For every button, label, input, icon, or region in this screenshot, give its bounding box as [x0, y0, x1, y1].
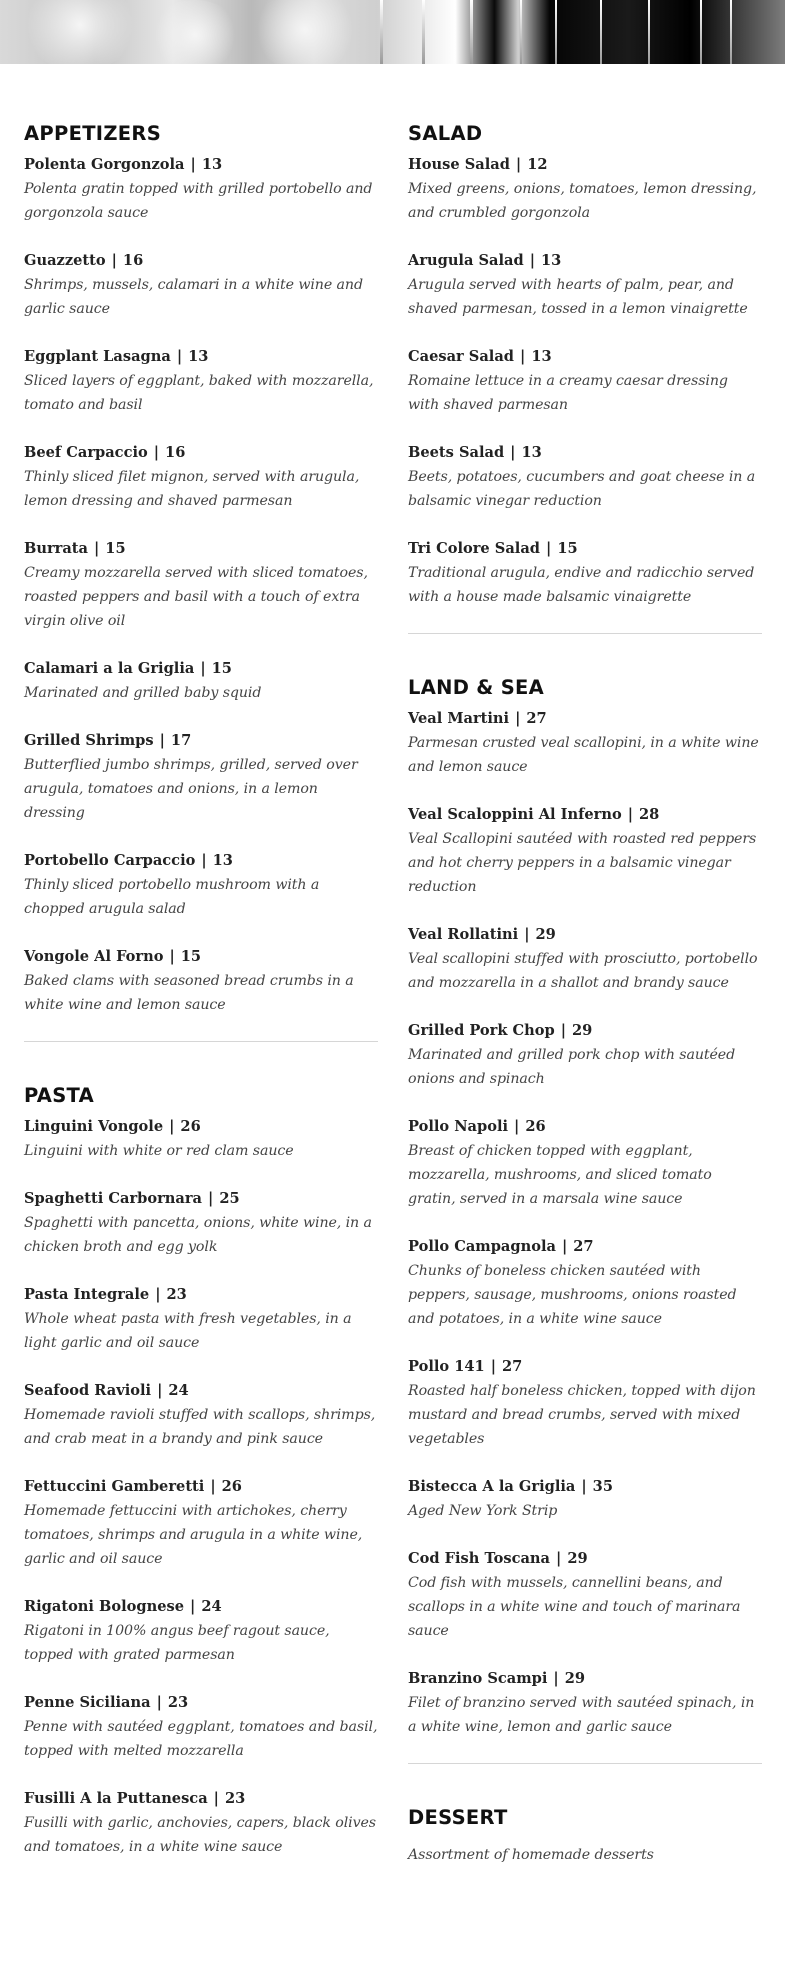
section-title: LAND & SEA: [408, 676, 545, 699]
price-separator: |: [556, 1550, 562, 1567]
menu-item: [408, 1475, 762, 1523]
price-separator: |: [190, 156, 196, 173]
price-separator: |: [210, 1478, 216, 1495]
menu-item-price: 15: [211, 660, 232, 677]
dessert-description: Assortment of homemade desserts: [408, 1847, 654, 1863]
price-separator: |: [561, 1238, 568, 1255]
menu-item-header: [408, 1235, 762, 1259]
price-separator: |: [627, 806, 633, 823]
menu-item: [24, 345, 378, 417]
section-title: PASTA: [24, 1084, 95, 1107]
menu-item-header: [408, 153, 762, 177]
menu-item: [24, 729, 378, 825]
menu-item-description: Cod fish with mussels, cannellini beans, and scallops in a white wine and touch of marinara sauce: [408, 1575, 741, 1639]
menu-item-description: Marinated and grilled pork chop with sautéed onions and spinach: [408, 1047, 736, 1087]
menu-item-header: [408, 1667, 762, 1691]
menu-item-description: Veal Scallopini sautéed with roasted red peppers and hot cherry peppers in a balsamic vinegar reduction: [408, 831, 757, 895]
menu-item: [24, 657, 378, 705]
menu-item-header: [24, 153, 378, 177]
menu-item: [408, 1019, 762, 1091]
price-separator: |: [490, 1358, 496, 1375]
menu-item-price: 17: [170, 732, 192, 749]
menu-item-price: 13: [541, 252, 562, 269]
menu-item: [24, 1187, 378, 1259]
menu-item: [24, 1115, 378, 1163]
price-separator: |: [560, 1022, 567, 1039]
menu-item-name: Fusilli A la Puttanesca: [24, 1790, 208, 1807]
section-title: SALAD: [408, 122, 483, 145]
menu-item-header: [24, 441, 378, 465]
menu-item-header: [24, 945, 378, 969]
menu-item-description: Sliced layers of eggplant, baked with mozzarella, tomato and basil: [24, 373, 374, 413]
price-separator: |: [515, 710, 521, 727]
price-separator: |: [153, 444, 160, 461]
menu-item: [408, 1667, 762, 1739]
menu-item-name: Penne Siciliana: [24, 1694, 151, 1711]
menu-item-name: Burrata: [24, 540, 88, 557]
menu-item-price: 26: [180, 1118, 201, 1135]
menu-item-description: Mixed greens, onions, tomatoes, lemon dressing, and crumbled gorgonzola: [408, 181, 757, 221]
menu-item-header: [24, 1595, 378, 1619]
menu-item-header: [408, 537, 762, 561]
menu-item-description: Filet of branzino served with sautéed spinach, in a white wine, lemon and garlic sauce: [408, 1695, 755, 1735]
menu-item-price: 23: [166, 1286, 187, 1303]
menu-item-name: Vongole Al Forno: [24, 948, 164, 965]
menu-item-header: [408, 1019, 762, 1043]
menu-item-description: Homemade fettuccini with artichokes, cherry tomatoes, shrimps and arugula in a white wine, garlic and oil sauce: [24, 1503, 363, 1567]
menu-item-price: 27: [502, 1358, 523, 1375]
menu-item-price: 26: [525, 1118, 546, 1135]
right-column: [408, 122, 762, 1867]
price-separator: |: [524, 926, 530, 943]
menu-item-header: [24, 729, 378, 753]
menu-item: [408, 1547, 762, 1643]
menu-item: [408, 537, 762, 609]
menu-item-header: [408, 1475, 762, 1499]
menu-item-name: Linguini Vongole: [24, 1118, 164, 1135]
menu-item-price: 23: [167, 1694, 189, 1711]
menu-item-name: Veal Scaloppini Al Inferno: [408, 806, 622, 823]
price-separator: |: [93, 540, 100, 557]
menu-item-name: Seafood Ravioli: [24, 1382, 152, 1399]
menu-item-description: Veal scallopini stuffed with prosciutto, portobello and mozzarella in a shallot and brandy sauce: [408, 951, 758, 991]
menu-item-description: Baked clams with seasoned bread crumbs in a white wine and lemon sauce: [24, 973, 354, 1013]
menu-item: [24, 1475, 378, 1571]
menu-item: [408, 345, 762, 417]
menu-item-price: 15: [105, 540, 126, 557]
menu-item-header: [24, 1379, 378, 1403]
price-separator: |: [208, 1190, 214, 1207]
menu-item: [408, 249, 762, 321]
price-separator: |: [553, 1670, 559, 1687]
menu-item: [24, 537, 378, 633]
menu-item-header: [408, 803, 762, 827]
menu-item-price: 15: [557, 540, 578, 557]
menu-item: [24, 1787, 378, 1859]
menu-item-price: 16: [165, 444, 186, 461]
menu-item-header: [24, 1283, 378, 1307]
menu-item-description: Aged New York Strip: [408, 1503, 558, 1519]
price-separator: |: [201, 852, 207, 869]
menu-item-description: Romaine lettuce in a creamy caesar dressing with shaved parmesan: [408, 373, 728, 413]
menu-item-header: [408, 1355, 762, 1379]
menu-item-price: 13: [212, 852, 233, 869]
menu-item: [24, 1379, 378, 1451]
land-sea-section: [408, 676, 762, 1739]
menu-item: [24, 1595, 378, 1667]
price-separator: |: [514, 1118, 520, 1135]
menu-item-description: Polenta gratin topped with grilled portobello and gorgonzola sauce: [24, 181, 373, 221]
menu-item-header: [24, 537, 378, 561]
menu-item-description: Beets, potatoes, cucumbers and goat cheese in a balsamic vinegar reduction: [408, 469, 756, 509]
menu-item: [408, 803, 762, 899]
menu-item: [24, 441, 378, 513]
hero-banner-image: [0, 0, 785, 64]
menu-item-header: [408, 1547, 762, 1571]
menu-item: [408, 1235, 762, 1331]
menu-item-name: Beets Salad: [408, 444, 505, 461]
menu-item-price: 35: [592, 1478, 613, 1495]
menu-item-price: 24: [201, 1598, 222, 1615]
menu-item-header: [24, 1187, 378, 1211]
menu-item-description: Parmesan crusted veal scallopini, in a white wine and lemon sauce: [408, 735, 759, 775]
menu-item-header: [408, 249, 762, 273]
menu-item-description: Arugula served with hearts of palm, pear, and shaved parmesan, tossed in a lemon vinaigrette: [408, 277, 748, 317]
menu-item-price: 16: [122, 252, 144, 269]
menu-item-price: 29: [564, 1670, 586, 1687]
menu-item-name: Calamari a la Griglia: [24, 660, 195, 677]
menu-item-description: Homemade ravioli stuffed with scallops, shrimps, and crab meat in a brandy and pink sauce: [24, 1407, 376, 1447]
menu-item-header: [24, 1787, 378, 1811]
menu-item-header: [408, 707, 762, 731]
menu-item-name: Rigatoni Bolognese: [24, 1598, 184, 1615]
price-separator: |: [581, 1478, 587, 1495]
section-divider: [408, 1763, 762, 1764]
price-separator: |: [176, 348, 183, 365]
menu-item-header: [24, 657, 378, 681]
menu-item-header: [24, 1115, 378, 1139]
menu-item-description: Spaghetti with pancetta, onions, white wine, in a chicken broth and egg yolk: [24, 1215, 372, 1255]
section-divider: [24, 1041, 378, 1042]
price-separator: |: [213, 1790, 219, 1807]
price-separator: |: [156, 1694, 162, 1711]
menu-item-name: Pollo Campagnola: [408, 1238, 556, 1255]
price-separator: |: [111, 252, 117, 269]
menu-item-description: Penne with sautéed eggplant, tomatoes and basil, topped with melted mozzarella: [24, 1719, 378, 1759]
menu-item-name: Cod Fish Toscana: [408, 1550, 550, 1567]
menu-item-name: Fettuccini Gamberetti: [24, 1478, 205, 1495]
menu-item-name: Veal Martini: [408, 710, 510, 727]
menu-item-header: [24, 345, 378, 369]
menu-item-header: [408, 1115, 762, 1139]
menu-item-price: 29: [567, 1550, 588, 1567]
menu-item-name: Beef Carpaccio: [24, 444, 148, 461]
menu-item: [24, 849, 378, 921]
menu-item-description: Shrimps, mussels, calamari in a white wine and garlic sauce: [24, 277, 363, 317]
menu-item-header: [24, 849, 378, 873]
menu-item-name: Polenta Gorgonzola: [24, 156, 185, 173]
menu-item-price: 13: [531, 348, 552, 365]
menu-item-description: Butterflied jumbo shrimps, grilled, served over arugula, tomatoes and onions, in a lemon dressing: [24, 757, 358, 821]
section-divider: [408, 633, 762, 634]
menu-item-header: [408, 441, 762, 465]
menu-item-description: Traditional arugula, endive and radicchio served with a house made balsamic vinaigrette: [408, 565, 755, 605]
price-separator: |: [529, 252, 536, 269]
menu-item-description: Fusilli with garlic, anchovies, capers, black olives and tomatoes, in a white wine sauce: [24, 1815, 376, 1855]
price-separator: |: [159, 732, 165, 749]
price-separator: |: [157, 1382, 163, 1399]
price-separator: |: [200, 660, 206, 677]
menu-item-header: [24, 1691, 378, 1715]
menu-item-price: 23: [224, 1790, 246, 1807]
menu-item-name: Spaghetti Carbornara: [24, 1190, 203, 1207]
menu-item-name: Arugula Salad: [408, 252, 524, 269]
menu-item-price: 15: [180, 948, 202, 965]
price-separator: |: [520, 348, 526, 365]
menu-item: [408, 441, 762, 513]
menu-item-name: Tri Colore Salad: [408, 540, 540, 557]
menu-item-description: Roasted half boneless chicken, topped with dijon mustard and bread crumbs, served with mixed vegetables: [408, 1383, 756, 1447]
menu-item-price: 13: [201, 156, 223, 173]
menu-item-price: 29: [572, 1022, 593, 1039]
menu-item: [24, 153, 378, 225]
menu-item: [408, 153, 762, 225]
menu-item-description: Creamy mozzarella served with sliced tomatoes, roasted peppers and basil with a touch of extra virgin olive oil: [24, 565, 368, 629]
menu-item-description: Whole wheat pasta with fresh vegetables, in a light garlic and oil sauce: [24, 1311, 352, 1351]
menu-item-name: House Salad: [408, 156, 510, 173]
menu-item-name: Branzino Scampi: [408, 1670, 548, 1687]
salad-section: [408, 122, 762, 609]
price-separator: |: [515, 156, 522, 173]
menu-item-name: Portobello Carpaccio: [24, 852, 196, 869]
price-separator: |: [546, 540, 552, 557]
menu-item: [24, 945, 378, 1017]
menu-item-name: Eggplant Lasagna: [24, 348, 171, 365]
menu-item-name: Guazzetto: [24, 252, 106, 269]
menu-item-name: Pollo Napoli: [408, 1118, 509, 1135]
menu-item: [408, 1115, 762, 1211]
menu-item: [24, 1691, 378, 1763]
price-separator: |: [190, 1598, 196, 1615]
menu-item: [24, 1283, 378, 1355]
menu-item: [408, 707, 762, 779]
menu-item-price: 25: [219, 1190, 240, 1207]
menu-item-description: Chunks of boneless chicken sautéed with peppers, sausage, mushrooms, onions roasted and potatoes, in a white wine sauce: [408, 1263, 737, 1327]
menu-item-header: [24, 1475, 378, 1499]
menu-item-price: 29: [535, 926, 556, 943]
menu-item-price: 24: [168, 1382, 189, 1399]
menu-item-description: Thinly sliced portobello mushroom with a chopped arugula salad: [24, 877, 320, 917]
menu-item: [24, 249, 378, 321]
menu-item-price: 26: [221, 1478, 242, 1495]
menu-item-description: Marinated and grilled baby squid: [24, 685, 262, 701]
menu-item-name: Caesar Salad: [408, 348, 514, 365]
menu-item-name: Pasta Integrale: [24, 1286, 150, 1303]
menu-item-name: Bistecca A la Griglia: [408, 1478, 576, 1495]
menu-item-header: [408, 345, 762, 369]
menu-item-name: Grilled Shrimps: [24, 732, 154, 749]
menu-item-price: 28: [639, 806, 660, 823]
pasta-section: [24, 1084, 378, 1859]
menu-item-price: 13: [188, 348, 209, 365]
price-separator: |: [169, 948, 175, 965]
menu-item: [408, 923, 762, 995]
menu-item-price: 27: [526, 710, 547, 727]
section-title: DESSERT: [408, 1806, 508, 1829]
menu-item-description: Rigatoni in 100% angus beef ragout sauce, topped with grated parmesan: [24, 1623, 330, 1663]
menu-item-price: 12: [527, 156, 548, 173]
menu-item-header: [24, 249, 378, 273]
menu-item-description: Linguini with white or red clam sauce: [24, 1143, 294, 1159]
price-separator: |: [169, 1118, 175, 1135]
menu-item-description: Thinly sliced filet mignon, served with arugula, lemon dressing and shaved parmesan: [24, 469, 360, 509]
price-separator: |: [155, 1286, 161, 1303]
menu-item-price: 13: [521, 444, 542, 461]
menu-item-header: [408, 923, 762, 947]
menu-item-description: Breast of chicken topped with eggplant, mozzarella, mushrooms, and sliced tomato gratin, served in a marsala wine sauce: [408, 1143, 712, 1207]
menu-item-price: 27: [573, 1238, 594, 1255]
menu-item-name: Pollo 141: [408, 1358, 485, 1375]
menu-item-name: Veal Rollatini: [408, 926, 519, 943]
dessert-section: [408, 1806, 762, 1867]
menu-item-name: Grilled Pork Chop: [408, 1022, 555, 1039]
price-separator: |: [510, 444, 516, 461]
menu-item: [408, 1355, 762, 1451]
left-column: [24, 122, 378, 1883]
appetizers-section: [24, 122, 378, 1017]
section-title: APPETIZERS: [24, 122, 162, 145]
